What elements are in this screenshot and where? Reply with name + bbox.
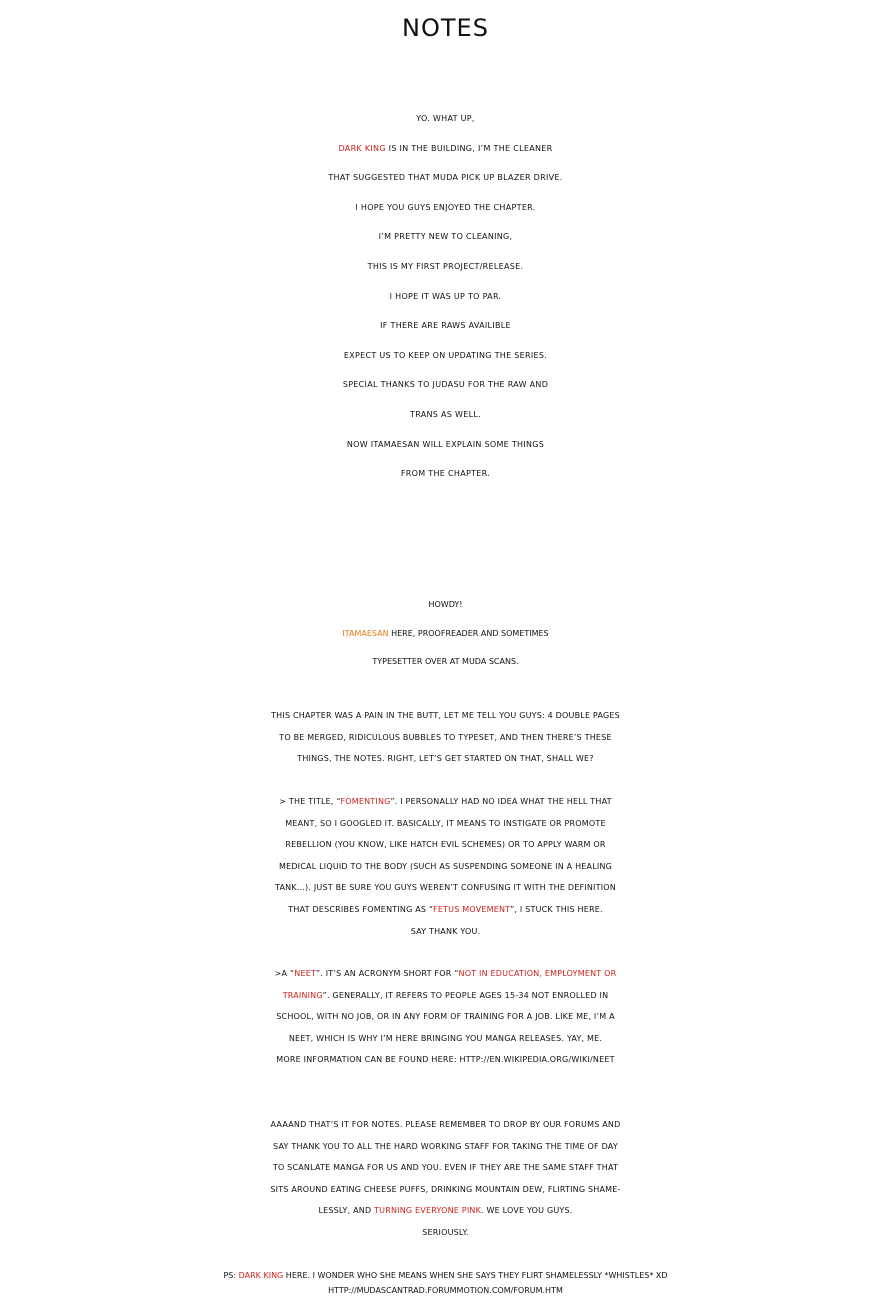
neet-term: NEET [294, 969, 316, 978]
p3-line-1-mid: ”. IT’S AN ACRONYM SHORT FOR “ [315, 969, 459, 978]
ps-dark-king-name: DARK KING [238, 1271, 284, 1280]
ita-line-2-rest: HERE, PROOFREADER AND SOMETIMES [388, 628, 549, 638]
p2-line-6-pre: THAT DESCRIBES FOMENTING AS “ [288, 904, 434, 914]
page-title: NOTES [402, 14, 489, 42]
p4-line-4: SITS AROUND EATING CHEESE PUFFS, DRINKING MOUNTAIN DEW, FLIRTING SHAME- [270, 1184, 621, 1194]
p2-line-7: SAY THANK YOU. [410, 926, 481, 936]
dk-line-5: I’M PRETTY NEW TO CLEANING, [378, 232, 513, 242]
forum-url: HTTP://MUDASCANTRAD.FORUMMOTION.COM/FORUM.HTM [328, 1286, 563, 1295]
dk-line-1: YO. WHAT UP, [416, 114, 475, 123]
fomenting-term: FOMENTING [340, 797, 391, 806]
p2-line-4: MEDICAL LIQUID TO THE BODY (SUCH AS SUSPENDING SOMEONE IN A HEALING [278, 861, 613, 871]
p2-line-3: REBELLION (YOU KNOW, LIKE HATCH EVIL SCHEMES) OR TO APPLY WARM OR [285, 840, 606, 850]
fetus-movement-term: FETUS MOVEMENT [433, 904, 511, 914]
p2-line-6 [0, 899, 891, 921]
p2-line-6-post: ”, I STUCK THIS HERE. [510, 904, 603, 914]
ita-line-3: TYPESETTER OVER AT MUDA SCANS. [372, 657, 519, 666]
paragraph-closing [0, 1114, 891, 1244]
dk-line-8: IF THERE ARE RAWS AVAILIBLE [380, 321, 511, 331]
dk-line-13: FROM THE CHAPTER. [400, 469, 491, 479]
dk-line-12: NOW ITAMAESAN WILL EXPLAIN SOME THINGS [346, 439, 545, 449]
p4-line-3: TO SCANLATE MANGA FOR US AND YOU. EVEN IF THEY ARE THE SAME STAFF THAT [272, 1163, 619, 1173]
p2-line-1-pre: > THE TITLE, “ [279, 797, 341, 806]
p4-line-5 [0, 1200, 891, 1222]
dk-line-2-rest: IS IN THE BUILDING, I’M THE CLEANER [385, 143, 553, 153]
dk-line-6: THIS IS MY FIRST PROJECT/RELEASE. [367, 261, 524, 271]
footer [0, 1268, 891, 1298]
p2-line-1-post: ”. I PERSONALLY HAD NO IDEA WHAT THE HELL THAT [390, 797, 612, 806]
p3-line-2-post: ”. GENERALLY, IT REFERS TO PEOPLE AGES 15-34 NOT ENROLLED IN [322, 990, 609, 1000]
p2-line-2: MEANT, SO I GOOGLED IT. BASICALLY, IT MEANS TO INSTIGATE OR PROMOTE [285, 818, 606, 828]
ps-rest: HERE. I WONDER WHO SHE MEANS WHEN SHE SAYS THEY FLIRT SHAMELESSLY *WHISTLES* XD [283, 1271, 668, 1280]
paragraph-neet [0, 963, 891, 1071]
p3-line-1 [0, 963, 891, 985]
dk-line-4: I HOPE YOU GUYS ENJOYED THE CHAPTER. [355, 202, 536, 212]
p1-line-3: THINGS, THE NOTES. RIGHT, LET’S GET STARTED ON THAT, SHALL WE? [297, 754, 594, 764]
dark-king-note [0, 104, 891, 489]
p3-line-5: MORE INFORMATION CAN BE FOUND HERE: HTTP://EN.WIKIPEDIA.ORG/WIKI/NEET [276, 1055, 615, 1065]
p1-line-1: THIS CHAPTER WAS A PAIN IN THE BUTT, LET ME TELL YOU GUYS: 4 DOUBLE PAGES [271, 711, 620, 720]
p2-line-5: TANK...). JUST BE SURE YOU GUYS WEREN’T CONFUSING IT WITH THE DEFINITION [275, 883, 616, 893]
itamaesan-name: ITAMAESAN [342, 628, 389, 638]
dk-line-2 [0, 134, 891, 164]
p3-line-4: NEET, WHICH IS WHY I’M HERE BRINGING YOU MANGA RELEASES. YAY, ME. [288, 1033, 603, 1043]
p4-line-1: AAAAND THAT’S IT FOR NOTES. PLEASE REMEMBER TO DROP BY OUR FORUMS AND [270, 1120, 621, 1129]
p4-line-6: SERIOUSLY. [422, 1227, 469, 1237]
p2-line-1 [0, 791, 891, 813]
p4-line-2: SAY THANK YOU TO ALL THE HARD WORKING STAFF FOR TAKING THE TIME OF DAY [273, 1141, 618, 1151]
ita-line-1: HOWDY! [428, 600, 463, 609]
p3-line-1-pre: >A “ [274, 969, 295, 978]
dk-line-10: SPECIAL THANKS TO JUDASU FOR THE RAW AND [342, 380, 549, 390]
paragraph-intro [0, 705, 891, 770]
dk-line-9: EXPECT US TO KEEP ON UPDATING THE SERIES. [343, 350, 548, 360]
p3-line-3: SCHOOL, WITH NO JOB, OR IN ANY FORM OF TRAINING FOR A JOB. LIKE ME, I’M A [276, 1012, 615, 1022]
p3-line-2 [0, 985, 891, 1007]
ita-line-2 [0, 620, 891, 649]
itamaesan-intro [0, 591, 891, 677]
ps-label: PS: [223, 1271, 239, 1280]
neet-definition-term: NOT IN EDUCATION, EMPLOYMENT OR [458, 969, 617, 978]
p4-line-5-post: . WE LOVE YOU GUYS. [481, 1206, 573, 1216]
neet-definition-term-end: TRAINING [282, 990, 323, 1000]
ps-line [0, 1268, 891, 1283]
p1-line-2: TO BE MERGED, RIDICULOUS BUBBLES TO TYPESET, AND THEN THERE’S THESE [279, 732, 612, 742]
dk-line-3: THAT SUGGESTED THAT MUDA PICK UP BLAZER DRIVE. [328, 173, 563, 183]
dk-line-7: I HOPE IT WAS UP TO PAR. [389, 291, 502, 301]
dark-king-name: DARK KING [338, 143, 386, 153]
paragraph-fomenting [0, 791, 891, 942]
turning-pink-term: TURNING EVERYONE PINK [374, 1206, 482, 1216]
p4-line-5-pre: LESSLY, AND [318, 1206, 375, 1216]
dk-line-11: TRANS AS WELL. [410, 409, 481, 419]
